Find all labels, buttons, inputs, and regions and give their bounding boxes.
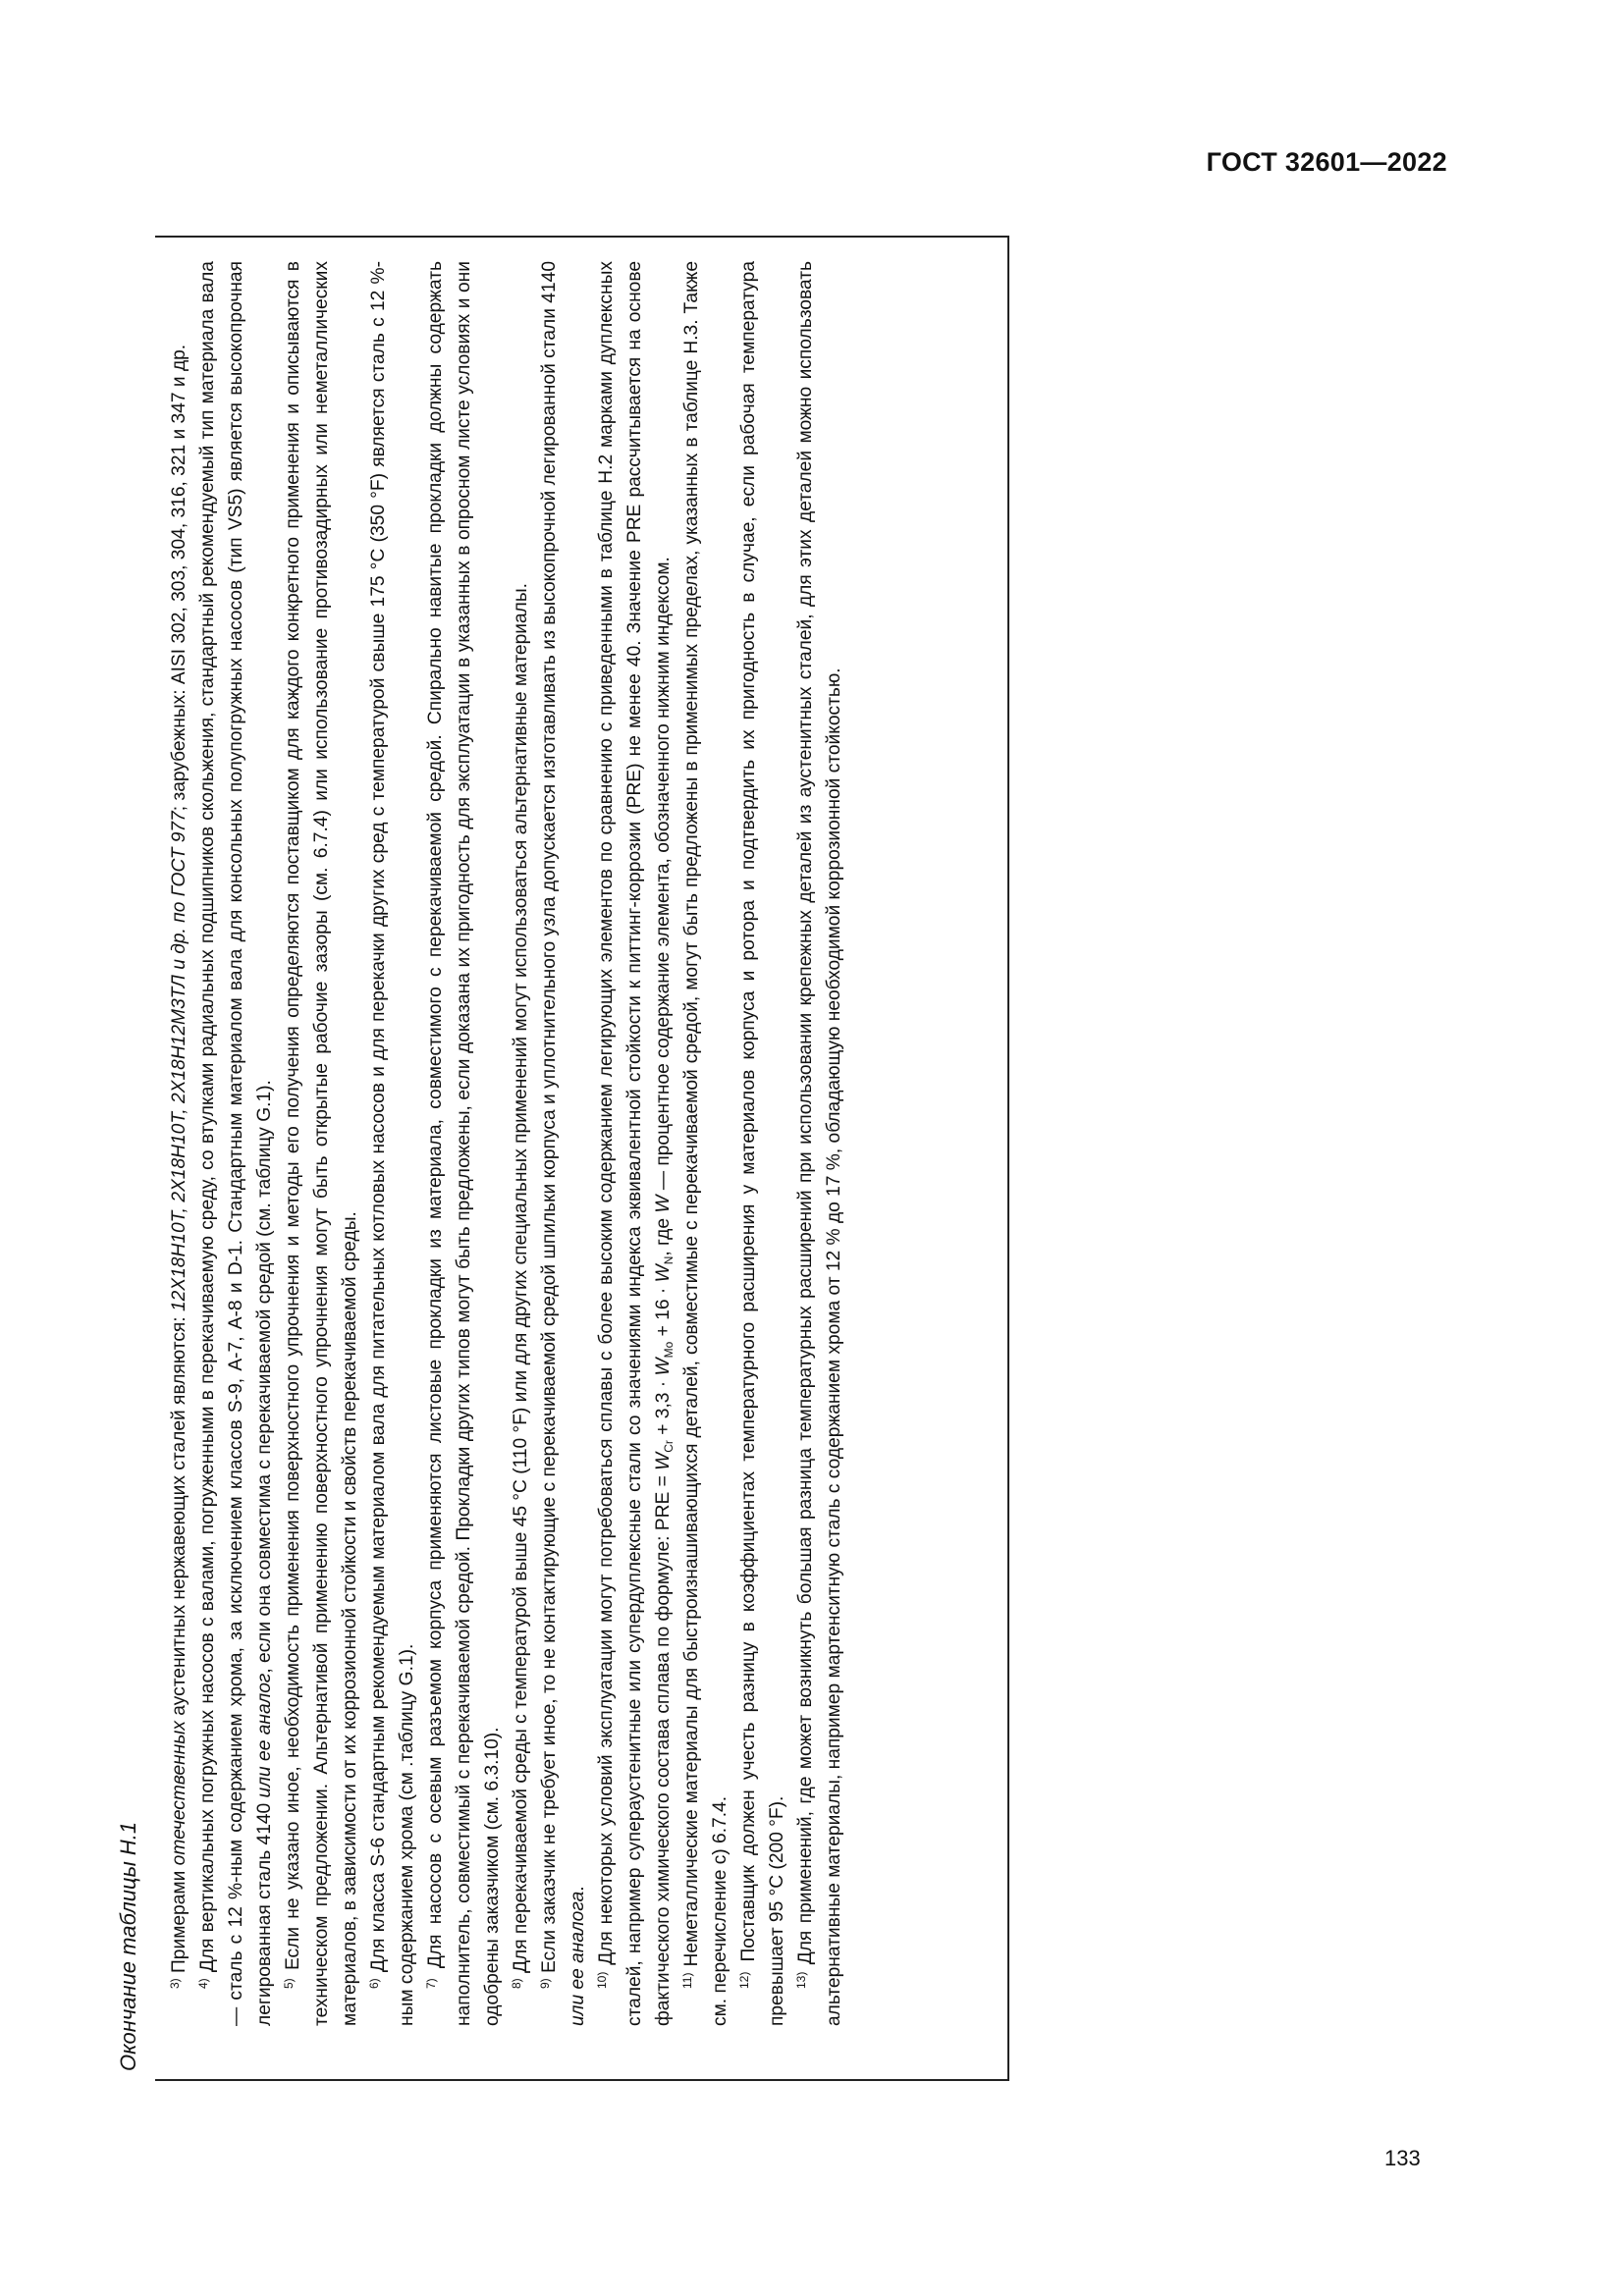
footnote-marker: 13): [794, 1971, 808, 1989]
footnote-text: Для некоторых условий эксплуатации могут потребоваться сплавы с более высоким содержанием легирующих элементов по сравнению с приведенными в таблице Н.2 марками дуплексных сталей, например супераустенитные или супердуплексные стали со значениями индекса эквивалентной стойкости к питтинг-коррозии (PRE) не менее 40. Значение PRE рассчитывается на основе фактического химического состава сплава по формуле: PRE =: [596, 261, 674, 2026]
footnote-10: [592, 261, 677, 2026]
italic-text: отечественных: [169, 1721, 189, 1866]
footnote-marker: 4): [196, 1978, 210, 1989]
footnote-marker: 8): [510, 1978, 523, 1989]
formula-subscript: N: [662, 1255, 676, 1265]
table-notes-frame: [155, 236, 1009, 2081]
footnote-text: Для перекачиваемой среды с температурой выше 45 °С (110 °F) или для других специальных применений могут использоваться альтернативные материалы.: [511, 583, 531, 1973]
footnote-11: [677, 261, 734, 2026]
footnote-5: [279, 261, 364, 2026]
italic-text: W: [653, 1358, 674, 1376]
footnote-marker: 9): [538, 1978, 552, 1989]
italic-text: 12Х18Н10Т, 2Х18Н10Т, 2Х18Н12М3ТЛ и др. по ГОСТ 977: [169, 811, 189, 1312]
footnote-text: ; зарубежных: AISI 302, 303, 304, 316, 321 и 347 и др.: [169, 344, 189, 812]
footnote-8: [507, 261, 535, 2026]
footnote-marker: 10): [595, 1971, 609, 1989]
footnote-text: + 16 ·: [653, 1282, 674, 1342]
footnote-12: [734, 261, 791, 2026]
footnote-text: Неметаллические материалы для быстроизнашивающихся деталей, совместимые с перекачиваемой средой, могут быть предложены в применимых пределах, указанных в таблице Н.3. Также см. перечисление с) 6.7.4.: [681, 261, 731, 2026]
footnote-3: [165, 261, 193, 2026]
footnote-4: [193, 261, 279, 2026]
footnote-6: [364, 261, 421, 2026]
footnotes-list: [165, 261, 848, 2026]
italic-text: или ее аналога: [568, 1891, 588, 2026]
footnote-marker: 7): [424, 1978, 438, 1989]
footnote-13: [791, 261, 848, 2026]
footnote-text: Для вертикальных погружных насосов с валами, погруженными в перекачиваемую среду, со втулками радиальных подшипников скольжения, стандартный рекомендуемый тип материала вала — сталь с 12 %-ным содержанием хрома, за исключением классов S-9, А-7, А-8 и D-1. Стандартным материалом вала для консольных полупогружных насосов (тип VS5) является высокопрочная легированная сталь 4140: [197, 261, 275, 2026]
footnote-text: , если она совместима с перекачиваемой средой (см. таблицу G.1).: [254, 1080, 275, 1674]
footnote-text: + 3,3 ·: [653, 1375, 674, 1441]
footnote-text: Для насосов с осевым разъемом корпуса применяются листовые прокладки из материала, совместимого с перекачиваемой средой. Спирально навитые прокладки должны содержать наполнитель, совместимый с перекачиваемой средой. Прокладки других типов могут быть предложены, если доказана их пригодность для эксплуатации в указанных в опросном листе условиях и они одобрены заказчиком (см. 6.3.10).: [425, 261, 503, 2026]
footnote-marker: 3): [168, 1978, 182, 1989]
standard-designation: ГОСТ 32601—2022: [1206, 147, 1447, 177]
footnote-marker: 5): [282, 1978, 296, 1989]
footnote-7: [421, 261, 507, 2026]
footnote-text: Поставщик должен учесть разницу в коэффициентах температурного расширения у материалов корпуса и ротора и подтвердить их пригодность в случае, если рабочая температура превышает 95 °С (200 °F).: [738, 261, 787, 2026]
footnote-marker: 6): [367, 1978, 381, 1989]
italic-text: W: [653, 1452, 674, 1470]
table-caption: Окончание таблицы Н.1: [116, 1821, 140, 2071]
italic-text: W: [653, 1195, 674, 1213]
italic-text: W: [653, 1264, 674, 1283]
page-number: 133: [1384, 2146, 1421, 2170]
formula-subscript: Mo: [662, 1341, 676, 1359]
footnote-text: .: [568, 1886, 588, 1892]
rotated-table-continuation: [116, 236, 1098, 2081]
footnote-marker: 12): [737, 1971, 751, 1989]
footnote-text: аустенитных нержавеющих сталей являются:: [169, 1311, 189, 1722]
footnote-text: Для класса S-6 стандартным рекомендуемым материалом вала для питательных котловых насосов и для перекачки других сред с температурой свыше 175 °С (350 °F) является сталь с 12 %-ным содержанием хрома (см .таблицу G.1).: [368, 261, 417, 2026]
footnote-text: Если не указано иное, необходимость применения поверхностного упрочнения и методы его получения определяются поставщиком для каждого конкретного применения и описываются в техническом предложении. Альтернативой применению поверхностного упрочнения могут быть открытые рабочие зазоры (см. 6.7.4) или использование противозадирных или неметаллических материалов, в зависимости от их коррозионной стойкости и свойств перекачиваемой среды.: [283, 261, 360, 2026]
footnote-9: [535, 261, 592, 2026]
footnote-text: Если заказчик не требует иное, то не контактирующие с перекачиваемой средой шпильки корпуса и уплотнительного узла допускается изготавливать из высокопрочной легированной стали 4140: [539, 261, 560, 1973]
italic-text: или ее аналог: [254, 1673, 275, 1798]
footnote-text: , где: [653, 1212, 674, 1256]
formula-subscript: Cr: [662, 1440, 676, 1453]
footnote-text: Примерами: [169, 1865, 189, 1973]
footnote-marker: 11): [680, 1972, 694, 1989]
footnote-text: — процентное содержание элемента, обозначенного нижним индексом.: [653, 557, 674, 1196]
footnote-text: Для применений, где может возникнуть большая разница температурных расширений при использовании крепежных деталей из аустенитных сталей, для этих деталей можно использовать альтернативные материалы, например мартенситную сталь с содержанием хрома от 12 % до 17 %, обладающую необходимой коррозионной стойкостью.: [795, 261, 844, 2026]
